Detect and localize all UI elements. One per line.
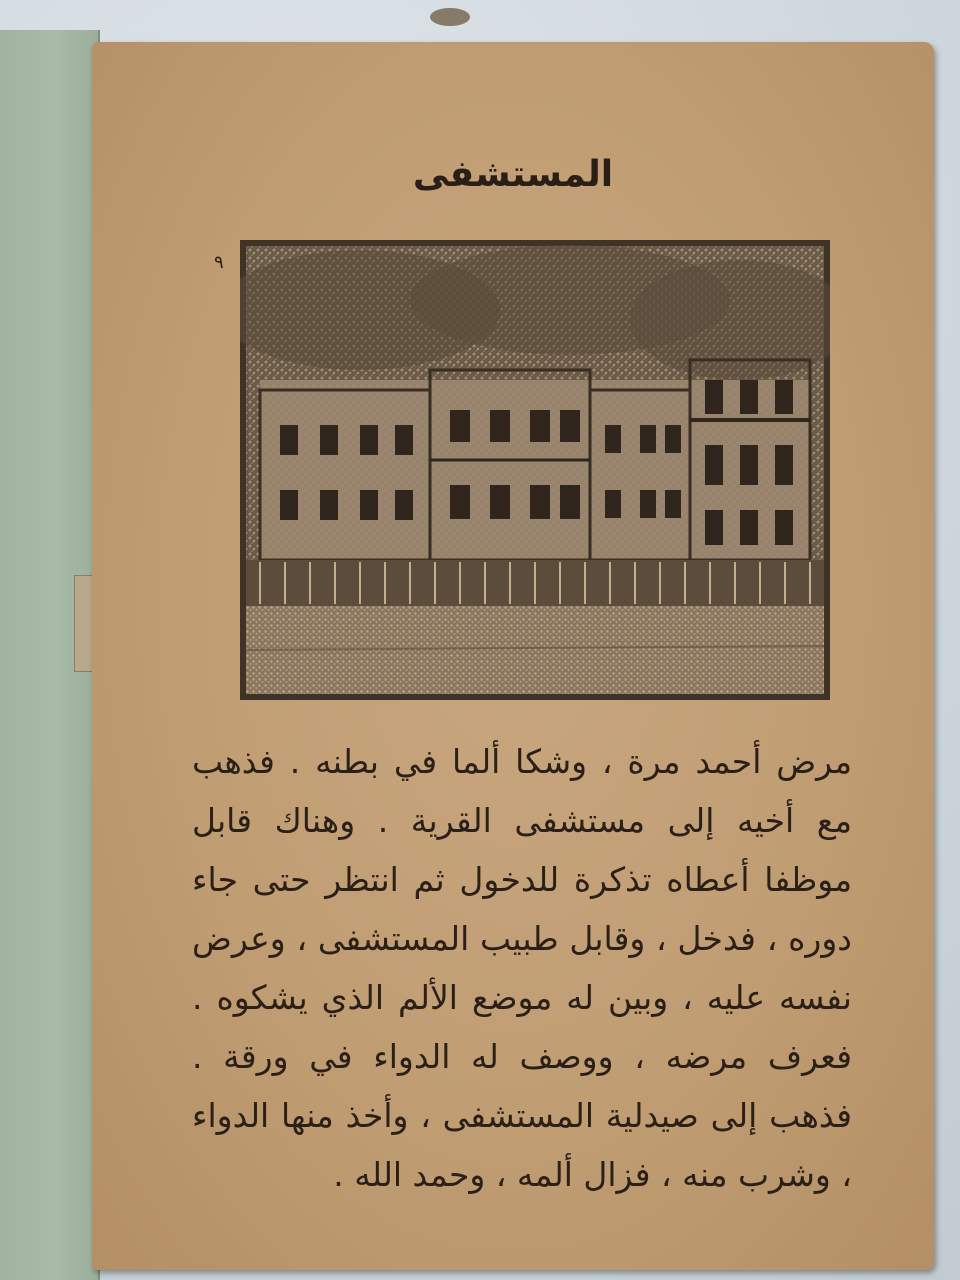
story-paragraph: مرض أحمد مرة ، وشكا ألما في بطنه . فذهب مع أخيه إلى مستشفى القرية . وهناك قابل موظفا أعطاه تذكرة للدخول ثم انتظر حتى جاء دوره ، فدخل ، وقابل طبيب المستشفى ، وعرض نفسه عليه ، وبين له موضع الألم الذي يشكوه . فعرف مرضه ، ووصف له الدواء في ورقة . فذهب إلى صيدلية المستشفى ، وأخذ منها الدواء ، وشرب منه ، فزال ألمه ، وحمد الله .: [192, 742, 852, 1194]
book-page: [92, 42, 934, 1270]
paper-smudge: [430, 8, 470, 26]
left-page-cover: [0, 30, 100, 1280]
page-title: المستشفى: [412, 154, 614, 195]
corner-mark: ٩: [214, 252, 224, 273]
hospital-building-illustration: [240, 240, 830, 700]
